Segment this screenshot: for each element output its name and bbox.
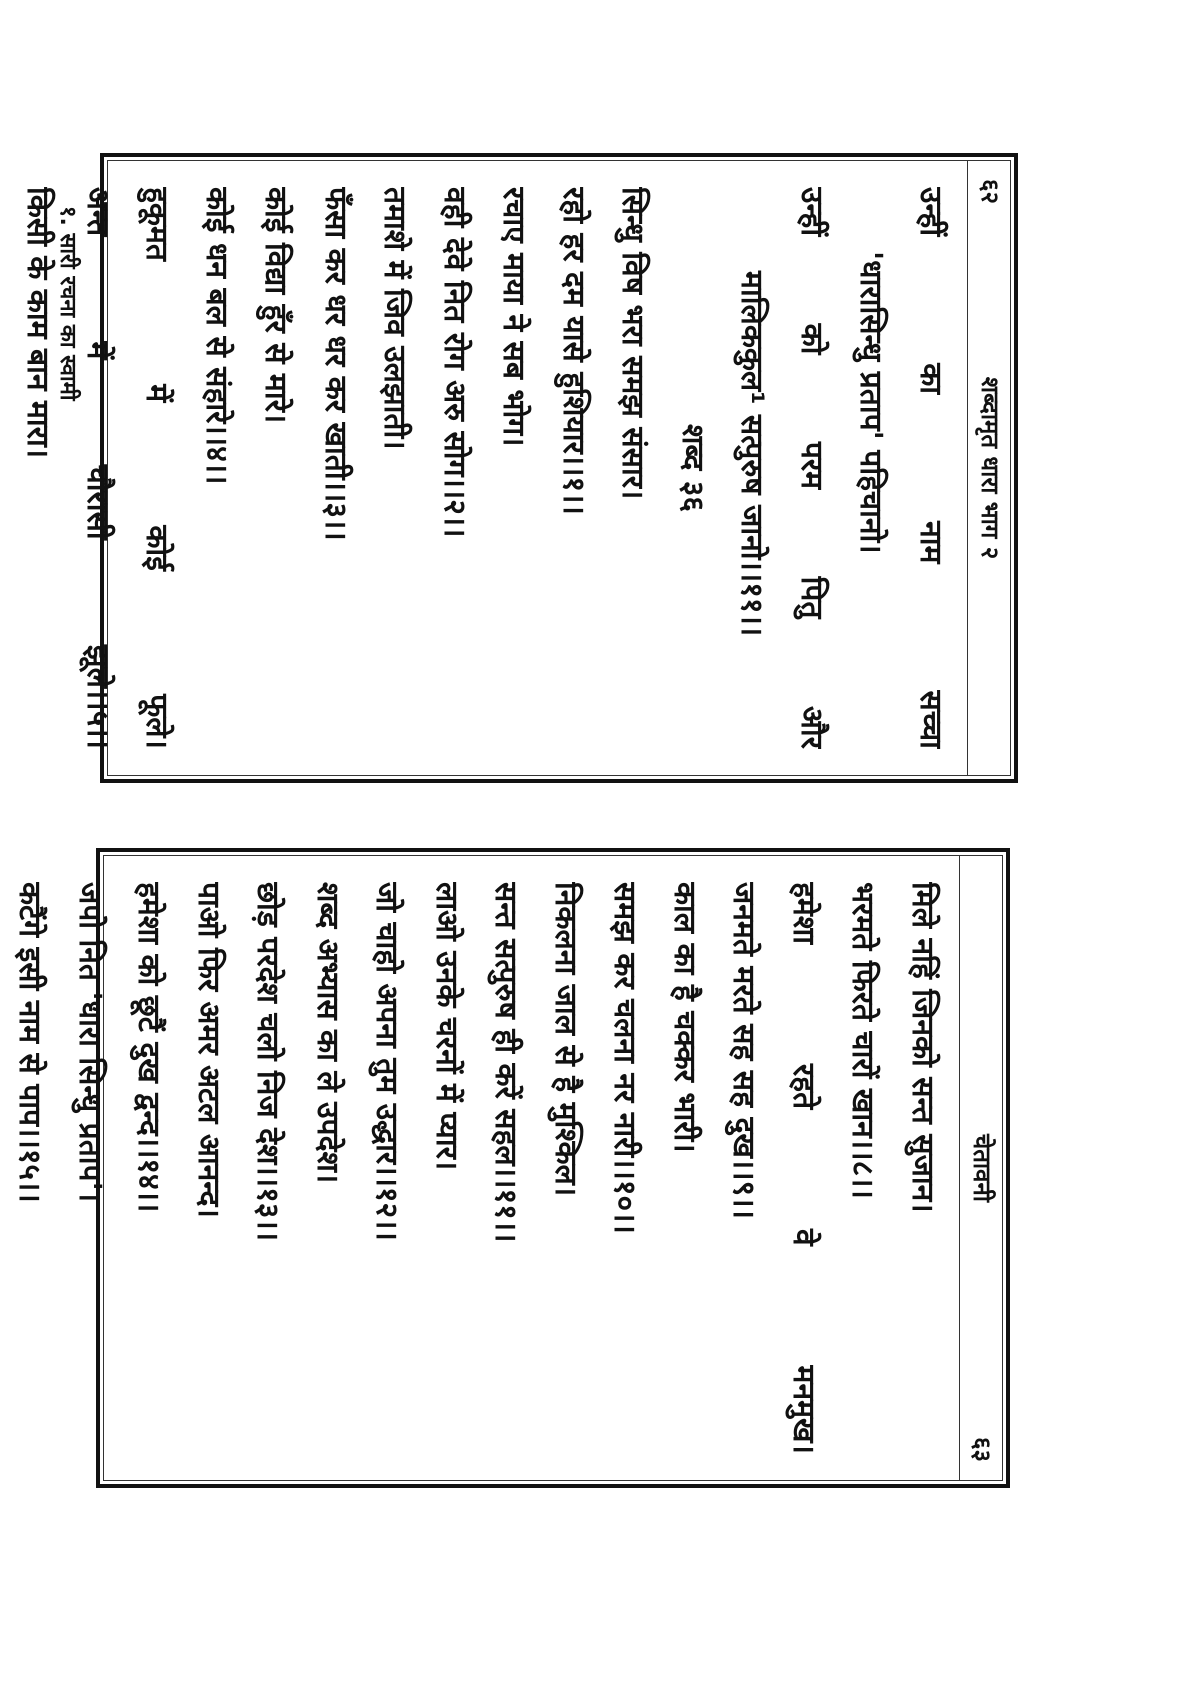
verse-word: वे bbox=[786, 1229, 821, 1246]
footnote-panel bbox=[48, 206, 82, 636]
verse-line: मिले नहिं जिनको सन्त सुजान। bbox=[905, 882, 940, 1213]
verse-line: लाओ उनके चरनों में प्यार। bbox=[429, 882, 464, 1171]
verse-word: मनमुख। bbox=[786, 1365, 821, 1454]
verse-word: झूले।।५।। bbox=[80, 644, 115, 749]
verse-line: 'धारासिन्धु प्रताप' पहिचानो। bbox=[853, 251, 889, 554]
verse-line: वही देवे नित रोग अरु सोग।।२।। bbox=[437, 187, 472, 538]
verse-line: पाओ फिर अमर अटल आनन्द। bbox=[191, 882, 226, 1218]
verse-line bbox=[774, 882, 834, 1454]
verse-line: सन्त सत्पुरुष ही करें सहल।।११।। bbox=[488, 882, 524, 1243]
verse-line: रचाए माया ने सब भोग। bbox=[496, 187, 532, 447]
header-rule bbox=[967, 161, 968, 775]
verse-block bbox=[0, 882, 952, 1454]
verse-block bbox=[0, 187, 960, 749]
verse-word: अन्त bbox=[80, 187, 115, 237]
verse-word: हुकूमत bbox=[139, 187, 175, 262]
verse-line: हमेशा को छूटैं दुख द्वन्द।।१४।। bbox=[131, 882, 167, 1213]
verse-line bbox=[0, 187, 8, 749]
verse-line: किसी के काम बान मारा। bbox=[20, 187, 56, 459]
verse-line: जनमते मरते सह सह दुख।।९।। bbox=[726, 882, 762, 1220]
footnote: १. सारी रचना का स्वामी bbox=[55, 206, 80, 401]
page-number: ६२ bbox=[976, 179, 1004, 204]
verse-word: में bbox=[80, 341, 115, 360]
page-number: ६३ bbox=[968, 1437, 996, 1462]
verse-line: कोई धन बल से संहारे।।४।। bbox=[199, 187, 234, 485]
verse-word: रहते bbox=[786, 1063, 821, 1110]
running-title: चेतावनी bbox=[968, 1133, 996, 1203]
verse-line: जपो नित 'धारा सिन्धु प्रताप'। bbox=[72, 882, 107, 1203]
verse-word: पितु bbox=[794, 576, 829, 619]
verse-word: सच्चा bbox=[913, 690, 948, 749]
verse-word: में bbox=[139, 384, 175, 403]
verse-line: तमाशे में जिव उलझाती। bbox=[377, 187, 413, 450]
verse-word: फूले। bbox=[139, 694, 175, 749]
verse-word: चौरासी bbox=[80, 464, 115, 540]
verse-line: फँसा कर धर धर कर खाती।।३।। bbox=[318, 187, 353, 541]
verse-word: कोई bbox=[139, 525, 175, 571]
verse-line: कटैंगे इसी नाम से पाप।।१५।। bbox=[12, 882, 48, 1203]
verse-word: उन्हीं bbox=[794, 187, 829, 237]
verse-line: निकलना जाल से है मुश्किल। bbox=[548, 882, 583, 1197]
verse-word: नाम bbox=[913, 521, 948, 564]
verse-line bbox=[782, 187, 842, 749]
verse-line: शब्द अभ्यास का ले उपदेश। bbox=[310, 882, 345, 1184]
verse-line: काल का है चक्कर भारी। bbox=[667, 882, 702, 1153]
verse-line bbox=[127, 187, 187, 749]
verse-line: शब्द ३६ bbox=[675, 424, 710, 512]
verse-line: सिन्धु विष भरा समझ संसार। bbox=[615, 187, 651, 500]
verse-line: समझ कर चलना नर नारी।।१०।। bbox=[607, 882, 643, 1234]
running-title: शब्दामृत धारा भाग २ bbox=[976, 376, 1004, 560]
verse-line: मालिककुल¹ सत्पुरुष जानो।।११।। bbox=[734, 271, 770, 637]
verse-line bbox=[901, 187, 961, 749]
header-rule bbox=[959, 856, 960, 1480]
verse-word: परम bbox=[794, 441, 829, 490]
verse-word: को bbox=[794, 323, 829, 355]
right-page-panel bbox=[12, 848, 1010, 1488]
verse-line: छोड़ परदेश चलो निज देश।।१३।। bbox=[250, 882, 286, 1242]
verse-word: और bbox=[794, 705, 829, 749]
verse-line: भरमते फिरते चारों खान।।८।। bbox=[845, 882, 881, 1199]
verse-line: कोई विद्या हुँर से मारे। bbox=[258, 187, 294, 424]
verse-word: हमेशा bbox=[786, 882, 821, 945]
verse-line: रहो हर दम यासे हुशियार।।१।। bbox=[556, 187, 591, 515]
verse-word: उन्हीं bbox=[913, 187, 948, 237]
verse-word: का bbox=[913, 363, 948, 395]
verse-line: जो चाहो अपना तुम उद्धार।।१२।। bbox=[369, 882, 405, 1241]
